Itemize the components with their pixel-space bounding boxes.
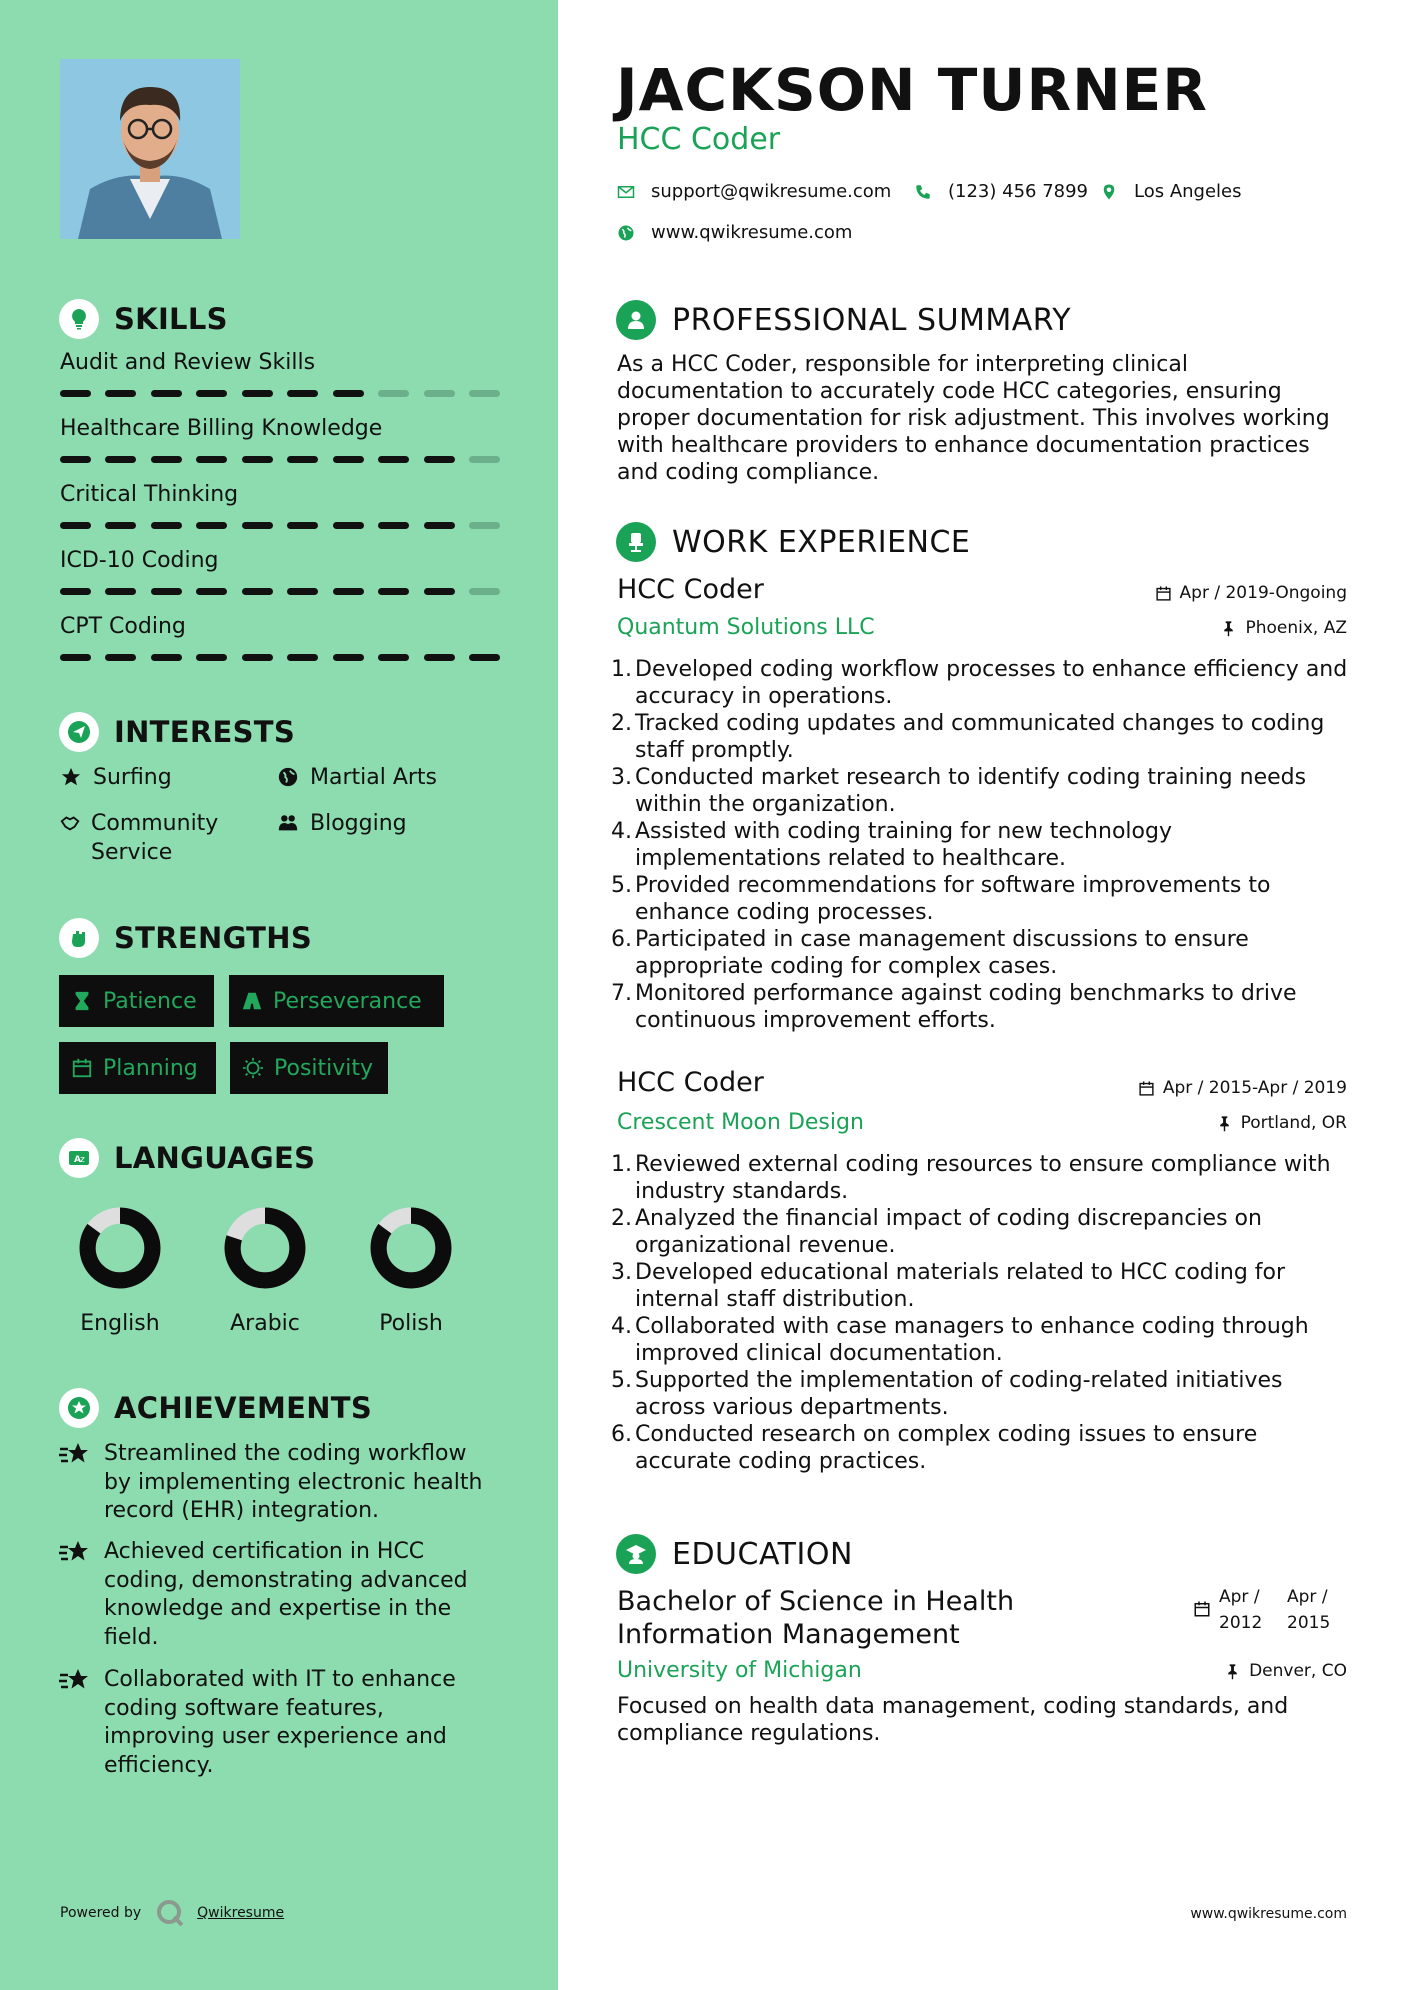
bullet-number: 3. [611,1260,632,1285]
achievement-text: Collaborated with IT to enhance coding software features, improving user experience and efficiency. [104,1667,456,1778]
skill-level-meter [60,456,500,463]
bullet-text: Developed educational materials related to HCC coding for internal staff distribution. [635,1260,1286,1312]
graduate-icon [616,1534,656,1574]
skill-level-dash [469,390,500,397]
skill-level-dash [151,456,182,463]
skill-level-dash [105,390,136,397]
skill-level-dash [378,522,409,529]
award-star-icon [59,1388,99,1428]
translate-icon [59,1138,99,1178]
skill-level-dash [469,522,500,529]
job-bullet [611,656,1351,710]
skill-level-dash [424,588,455,595]
language-item [50,1203,190,1336]
skill-level-dash [469,456,500,463]
award-star-icon [58,1441,92,1469]
qwikresume-logo-icon [155,1898,185,1928]
lightbulb-icon [59,299,99,339]
job-bullet [611,1259,1351,1313]
bullet-number: 3. [611,765,632,790]
strength-badge [59,1042,216,1094]
skill-level-dash [378,588,409,595]
skill-level-dash [60,588,91,595]
job-location [1216,1113,1347,1133]
skill-level-dash [424,456,455,463]
bullet-text: Monitored performance against coding benchmarks to drive continuous improvement efforts. [635,981,1297,1033]
skill-level-dash [60,522,91,529]
skill-level-dash [242,522,273,529]
skill-level-dash [424,522,455,529]
skills-title: SKILLS [114,302,228,336]
brand-link[interactable]: Qwikresume [197,1905,285,1921]
education-header [616,1534,853,1574]
strength-label: Planning [103,1055,198,1081]
contact-website[interactable] [617,222,852,243]
skill-level-dash [242,456,273,463]
skill-level-dash [287,522,318,529]
skill-level-dash [151,390,182,397]
handshake-icon [59,811,81,835]
skill-level-dash [242,390,273,397]
profile-photo [60,59,240,239]
skill-level-dash [105,456,136,463]
email-text[interactable]: support@qwikresume.com [651,181,892,202]
job-bullets [611,656,1351,1034]
job-bullet [611,764,1351,818]
job-dates-text: Apr / 2019-Ongoing [1179,583,1347,603]
calendar-icon [1138,1080,1155,1097]
job-title: HCC Coder [617,1067,764,1098]
skill-level-dash [333,588,364,595]
skill-level-dash [60,390,91,397]
company-name: Crescent Moon Design [617,1110,864,1135]
interest-label: Community Service [91,811,219,865]
achievements-title: ACHIEVEMENTS [114,1391,373,1425]
bullet-text: Conducted research on complex coding issues to ensure accurate coding practices. [635,1422,1258,1474]
skill-level-dash [333,654,364,661]
pushpin-icon [1216,1115,1233,1132]
education-location-text: Denver, CO [1249,1661,1347,1681]
experience-header [616,522,970,562]
job-bullets [611,1151,1351,1475]
experience-title: WORK EXPERIENCE [672,524,971,560]
hourglass-icon [71,990,93,1012]
calendar-icon [71,1057,93,1079]
skill-item [60,350,500,397]
strength-label: Positivity [274,1055,374,1081]
skill-level-meter [60,654,500,661]
skill-level-dash [287,456,318,463]
achievement-text: Streamlined the coding workflow by implementing electronic health record (EHR) integration. [104,1441,483,1523]
pushpin-icon [1224,1663,1241,1680]
bullet-number: 6. [611,1422,632,1447]
interest-item [276,809,407,838]
job-bullet [611,1367,1351,1421]
languages-header [59,1138,315,1178]
interest-item [59,809,239,867]
job-location [1220,618,1347,638]
interest-label: Martial Arts [310,765,438,790]
interest-label: Surfing [93,765,172,790]
bullet-text: Assisted with coding training for new technology implementations related to healthcare. [635,819,1172,871]
bullet-text: Participated in case management discussions to ensure appropriate coding for complex cases. [635,927,1249,979]
skill-level-dash [333,456,364,463]
job-bullet [611,1151,1351,1205]
skills-header [59,299,228,339]
skill-level-dash [242,654,273,661]
job-bullet [611,1205,1351,1259]
contact-location [1100,181,1242,202]
phone-icon [914,183,932,201]
skill-level-dash [196,456,227,463]
skill-level-dash [196,588,227,595]
language-name: Polish [379,1311,443,1336]
skill-item [60,614,500,661]
achievement-item [58,1666,498,1780]
skill-level-dash [105,654,136,661]
skill-level-dash [378,456,409,463]
job-bullet [611,710,1351,764]
job-bullet [611,980,1351,1034]
bullet-text: Tracked coding updates and communicated changes to coding staff promptly. [635,711,1325,763]
achievements-header [59,1388,372,1428]
language-proficiency-ring [220,1203,310,1293]
contact-phone[interactable] [914,181,1088,202]
svg-text:z: z [80,1155,85,1165]
skill-level-dash [424,654,455,661]
skill-level-dash [196,522,227,529]
skill-level-dash [242,588,273,595]
skill-level-dash [196,654,227,661]
map-pin-icon [1100,183,1118,201]
candidate-name: JACKSON TURNER [616,56,1208,124]
language-proficiency-ring [75,1203,165,1293]
candidate-role: HCC Coder [617,122,781,157]
job-bullet [611,926,1351,980]
language-proficiency-ring [366,1203,456,1293]
road-icon [241,990,263,1012]
language-item [341,1203,481,1336]
education-end-date: Apr / 2015 [1287,1587,1331,1633]
office-chair-icon [616,522,656,562]
skill-level-meter [60,390,500,397]
location-text: Los Angeles [1134,181,1242,202]
interest-item [59,763,172,792]
skill-name: CPT Coding [60,614,186,639]
calendar-icon [1193,1600,1211,1618]
job-bullet [611,1421,1351,1475]
education-title: EDUCATION [672,1536,853,1572]
summary-header [616,300,1071,340]
bullet-text: Reviewed external coding resources to ensure compliance with industry standards. [635,1152,1331,1204]
skill-level-dash [469,588,500,595]
skill-name: Critical Thinking [60,482,239,507]
envelope-icon [617,183,635,201]
award-star-icon [58,1539,92,1567]
powered-by-label: Powered by [60,1905,142,1921]
skill-level-dash [469,654,500,661]
skill-level-dash [105,588,136,595]
skill-level-dash [60,654,91,661]
skill-level-dash [105,522,136,529]
strength-badge [230,1042,388,1094]
bullet-number: 4. [611,1314,632,1339]
footer-url[interactable]: www.qwikresume.com [1190,1906,1347,1922]
sidebar [0,0,558,1990]
powered-by [60,1898,284,1928]
skill-level-dash [424,390,455,397]
skill-item [60,416,500,463]
skill-level-dash [60,456,91,463]
language-item [195,1203,335,1336]
job-bullet [611,818,1351,872]
company-name: Quantum Solutions LLC [617,615,875,640]
bullet-text: Analyzed the financial impact of coding discrepancies on organizational revenue. [635,1206,1262,1258]
skill-level-dash [287,654,318,661]
website-text[interactable]: www.qwikresume.com [651,222,853,243]
phone-text[interactable]: (123) 456 7899 [948,181,1089,202]
education-description: Focused on health data management, coding standards, and compliance regulations. [617,1694,1289,1746]
bullet-text: Conducted market research to identify coding training needs within the organization. [635,765,1307,817]
skill-level-meter [60,588,500,595]
skill-level-dash [378,390,409,397]
interests-header [59,712,295,752]
summary-title: PROFESSIONAL SUMMARY [672,302,1072,338]
bullet-number: 4. [611,819,632,844]
job-location-text: Portland, OR [1240,1113,1347,1133]
bullet-number: 1. [611,657,632,682]
bullet-number: 7. [611,981,632,1006]
fist-icon [59,918,99,958]
skill-level-meter [60,522,500,529]
star-icon [59,765,83,789]
skill-level-dash [151,654,182,661]
skill-item [60,482,500,529]
achievement-item [58,1538,498,1652]
job-dates [1138,1078,1347,1098]
education-location [1224,1661,1347,1681]
award-star-icon [58,1667,92,1695]
bullet-number: 1. [611,1152,632,1177]
strengths-header [59,918,312,958]
skill-level-dash [287,588,318,595]
language-name: Arabic [230,1311,300,1336]
skill-level-dash [287,390,318,397]
language-name: English [80,1311,160,1336]
skill-name: Healthcare Billing Knowledge [60,416,383,441]
skill-level-dash [333,522,364,529]
school-name: University of Michigan [617,1658,862,1683]
bullet-number: 6. [611,927,632,952]
bullet-number: 5. [611,873,632,898]
languages-title: LANGUAGES [114,1141,316,1175]
contact-email[interactable] [617,181,891,202]
skill-level-dash [333,390,364,397]
globe-icon [617,224,635,242]
job-bullet [611,1313,1351,1367]
svg-text:A: A [74,1155,81,1165]
skill-name: ICD-10 Coding [60,548,219,573]
skill-level-dash [196,390,227,397]
bullet-text: Supported the implementation of coding-related initiatives across various departments. [635,1368,1283,1420]
job-dates-text: Apr / 2015-Apr / 2019 [1162,1078,1347,1098]
users-icon [276,811,300,835]
job-bullet [611,872,1351,926]
strength-label: Patience [103,988,197,1014]
interest-label: Blogging [310,811,407,836]
summary-text: As a HCC Coder, responsible for interpreting clinical documentation to accurately code HCC categories, ensuring proper documentation for risk adjustment. This involves working with healthcare providers to enhance documentation practices and coding compliance. [617,352,1330,485]
job-dates [1155,583,1347,603]
bullet-text: Collaborated with case managers to enhance coding through improved clinical documentation. [635,1314,1309,1366]
bullet-number: 2. [611,711,632,736]
skill-item [60,548,500,595]
achievement-text: Achieved certification in HCC coding, demonstrating advanced knowledge and expertise in the field. [104,1539,468,1650]
skill-level-dash [151,588,182,595]
skill-name: Audit and Review Skills [60,350,316,375]
bullet-number: 2. [611,1206,632,1231]
pushpin-icon [1220,620,1237,637]
job-title: HCC Coder [617,574,764,605]
strength-label: Perseverance [273,988,422,1014]
user-icon [616,300,656,340]
job-location-text: Phoenix, AZ [1245,618,1347,638]
degree-title: Bachelor of Science in Health Information Management [617,1586,1015,1650]
globe-icon [276,765,300,789]
interests-title: INTERESTS [114,715,296,749]
bullet-text: Developed coding workflow processes to enhance efficiency and accuracy in operations. [635,657,1348,709]
interest-item [276,763,437,792]
strength-badge [229,975,444,1027]
education-start-date: Apr / 2012 [1219,1587,1263,1633]
skill-level-dash [378,654,409,661]
calendar-icon [1155,585,1172,602]
bullet-text: Provided recommendations for software improvements to enhance coding processes. [635,873,1271,925]
bullet-number: 5. [611,1368,632,1393]
achievement-item [58,1440,498,1526]
strengths-title: STRENGTHS [114,921,313,955]
sun-icon [242,1057,264,1079]
paper-plane-icon [59,712,99,752]
strength-badge [59,975,214,1027]
skill-level-dash [151,522,182,529]
